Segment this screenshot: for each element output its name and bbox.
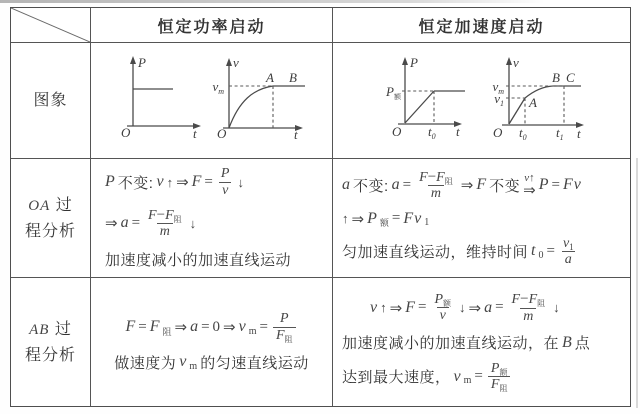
- formula-line: ↑ ⇒ P 额 = F v 1: [342, 209, 430, 229]
- rated-power-label: $P_额$: [385, 84, 401, 101]
- graph-row-label: 图象: [33, 92, 68, 109]
- ab-label-line1: AB 过: [29, 320, 72, 338]
- header-constant-acceleration: [333, 8, 630, 43]
- conclusion-line: 达到最大速度， v m = P 额 F 阻: [342, 361, 630, 393]
- origin-label: O: [492, 125, 502, 140]
- formula-line: ⇒ a = F − F 阻 m ↓: [105, 206, 197, 240]
- v-up-annotation: v↑: [524, 171, 535, 184]
- fraction: P F 阻: [273, 311, 296, 343]
- p-axis-arrow-icon: [130, 56, 136, 64]
- point-b-label: B: [289, 70, 297, 85]
- scan-artifact-top: [0, 0, 545, 3]
- t1-label: $t_1$: [555, 125, 564, 142]
- fraction: F − F 阻 m: [511, 291, 546, 324]
- header-constant-acceleration-label: 恒定加速度启动: [418, 18, 545, 36]
- point-a-label: A: [266, 70, 274, 85]
- v-axis-label: v: [512, 55, 519, 70]
- conclusion-line: 匀加速直线运动，维持时间 t 0 = v 1 a: [342, 236, 630, 268]
- t-axis-label: t: [576, 126, 581, 141]
- row-label-oa-process: [11, 159, 91, 278]
- conclusion-line: 做速度为 v m 的匀速直线运动: [114, 353, 309, 372]
- formula-line: a 不变: a = F − F 阻 m ⇒ F 不变 v↑ ⇒ P = F v: [342, 168, 581, 202]
- oa-label-line1: OA 过: [28, 196, 73, 214]
- ab-analysis-acceleration-cell: [333, 278, 630, 406]
- fraction: P 额 F 阻: [488, 361, 511, 393]
- t0-label: $t_0$: [518, 125, 527, 142]
- fraction: v 1 a: [562, 235, 574, 267]
- power-ramp-line: [405, 91, 434, 123]
- p-axis-label: P: [409, 55, 418, 70]
- formula-line: v ↑ ⇒ F = P 额 v ↓ ⇒ a = F − F 阻 m ↓: [370, 291, 560, 324]
- origin-label: O: [217, 126, 227, 141]
- graph-cell-acceleration: [333, 43, 630, 159]
- t-axis-label: t: [193, 126, 197, 141]
- fraction: P 额 v: [434, 291, 451, 324]
- vm-label: $v_m$: [491, 79, 504, 96]
- fraction: F − F 阻 m: [148, 206, 182, 240]
- p-axis-label: P: [138, 55, 146, 70]
- oa-analysis-acceleration-cell: [333, 159, 630, 278]
- header-constant-power-label: 恒定功率启动: [157, 18, 266, 36]
- origin-label: O: [121, 125, 131, 140]
- vm-label: $v_m$: [212, 79, 224, 96]
- corner-cell: [11, 8, 91, 43]
- t-axis-label: t: [294, 127, 298, 142]
- acceleration-graphs: [334, 43, 630, 158]
- v-axis-arrow-icon: [226, 58, 232, 66]
- row-label-ab-process: [11, 278, 91, 406]
- conclusion-line: 加速度减小的加速直线运动，在 B 点: [342, 333, 591, 353]
- ab-analysis-power-cell: [91, 278, 333, 406]
- row-label-graph: [11, 43, 91, 159]
- v1-label: $v_1$: [493, 91, 504, 108]
- origin-label: O: [391, 124, 401, 139]
- t-axis-label: t: [455, 124, 460, 139]
- oa-analysis-power-cell: [91, 159, 333, 278]
- formula-line: F = F 阻 ⇒ a = 0 ⇒ v m = P F 阻: [91, 311, 332, 343]
- graph-cell-power: [91, 43, 333, 159]
- point-c-label: C: [565, 70, 575, 85]
- fraction: F − F 阻 m: [419, 168, 453, 202]
- comparison-table: [10, 7, 631, 407]
- fraction: $\frac{P}{v}$: [220, 166, 230, 198]
- point-b-label: B: [551, 70, 560, 85]
- implies-with-v-up: v↑ ⇒: [523, 171, 536, 199]
- v-axis-label: v: [233, 55, 239, 70]
- point-a-label: A: [528, 95, 537, 110]
- uniform-accel-line: [509, 98, 525, 124]
- power-graphs: [91, 43, 332, 158]
- speed-curve: [229, 86, 273, 128]
- v-axis-arrow-icon: [506, 57, 512, 65]
- p-axis-arrow-icon: [402, 57, 408, 65]
- oa-label-line2: 程分析: [24, 222, 76, 240]
- formula-line: P 不变: v ↑ ⇒ F = $\frac{P}{v}$ ↓: [105, 166, 244, 198]
- header-constant-power: [91, 8, 333, 43]
- diagonal-line: [11, 8, 90, 42]
- scan-artifact-right: [636, 158, 638, 408]
- ab-label-line2: 程分析: [24, 346, 76, 364]
- conclusion-line: 加速度减小的加速直线运动: [105, 251, 292, 269]
- t0-label: $t_0$: [427, 124, 436, 141]
